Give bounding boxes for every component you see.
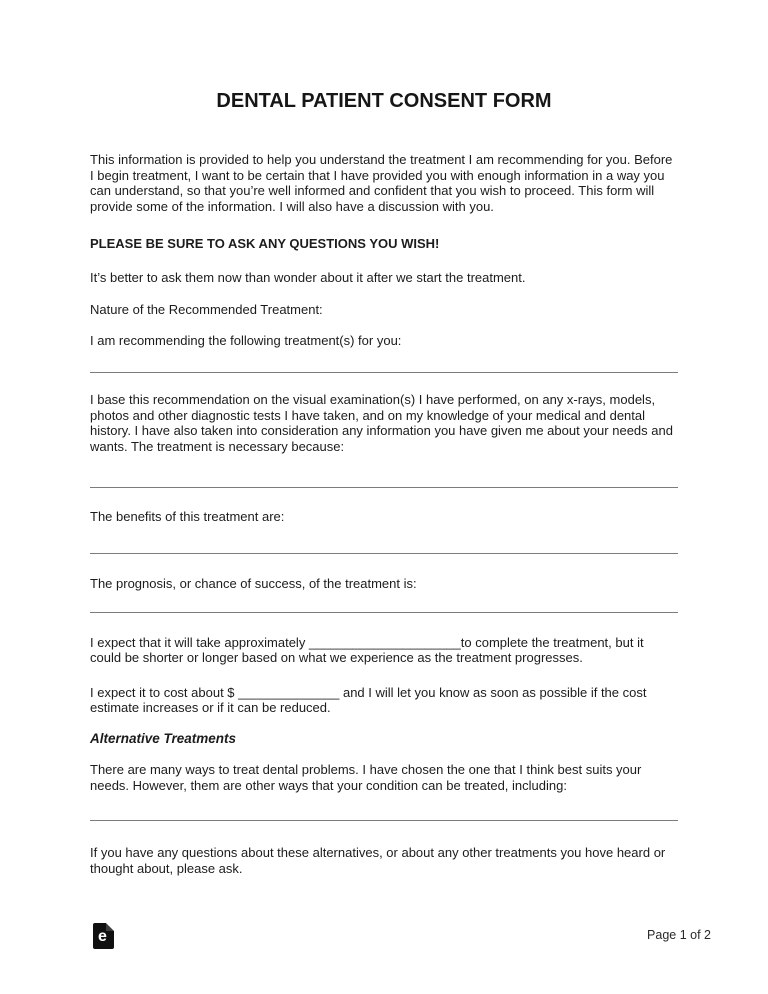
intro-paragraph: This information is provided to help you understand the treatment I am recommending for you. Before I begin treatment, I want to be certain that I have provided you with enough information in a way you can understand, so that you’re well informed and confident that you wish to proceed. This form will provide some of the information. I will also have a discussion with you. [90,152,673,214]
fill-in-line-alternatives [90,820,678,821]
document-title: DENTAL PATIENT CONSENT FORM [216,90,552,112]
eforms-logo-letter: e [98,928,107,945]
alternative-treatments-paragraph: There are many ways to treat dental problems. I have chosen the one that I think best suits your needs. However, them are other ways that your condition can be treated, including: [90,762,642,793]
nature-of-treatment-label: Nature of the Recommended Treatment: [90,302,323,317]
cost-paragraph: I expect it to cost about $ ______________ and I will let you know as soon as possible if the cost estimate increases or if it can be reduced. [90,684,647,715]
fill-in-line-necessary-because [90,487,678,488]
document-content [90,0,678,876]
prognosis-label: The prognosis, or chance of success, of the treatment is: [90,575,417,591]
eforms-document-icon [93,923,114,949]
ask-questions-heading: PLEASE BE SURE TO ASK ANY QUESTIONS YOU WISH! [90,236,440,251]
fill-in-line-benefits [90,553,678,554]
duration-paragraph: I expect that it will take approximately _____________________to complete the treatment, but it could be shorter or longer based on what we experience as the treatment progresses. [90,634,644,665]
page-indicator: Page 1 of 2 [647,928,711,942]
recommended-treatment-label: I am recommending the following treatment(s) for you: [90,333,402,348]
benefits-label: The benefits of this treatment are: [90,509,285,524]
fill-in-line-prognosis [90,612,678,613]
basis-paragraph: I base this recommendation on the visual examination(s) I have performed, on any x-rays, models, photos and other diagnostic tests I have taken, and on my knowledge of your medical and dental history. I have also taken into consideration any information you have given me about your needs and wants. The treatment is necessary because: [90,392,673,454]
ask-questions-note: It’s better to ask them now than wonder about it after we start the treatment. [90,270,526,285]
alternatives-questions-paragraph: If you have any questions about these alternatives, or about any other treatments you hove heard or thought about, please ask. [90,845,666,876]
alternative-treatments-heading: Alternative Treatments [90,730,237,746]
fill-in-line-treatments [90,372,678,373]
